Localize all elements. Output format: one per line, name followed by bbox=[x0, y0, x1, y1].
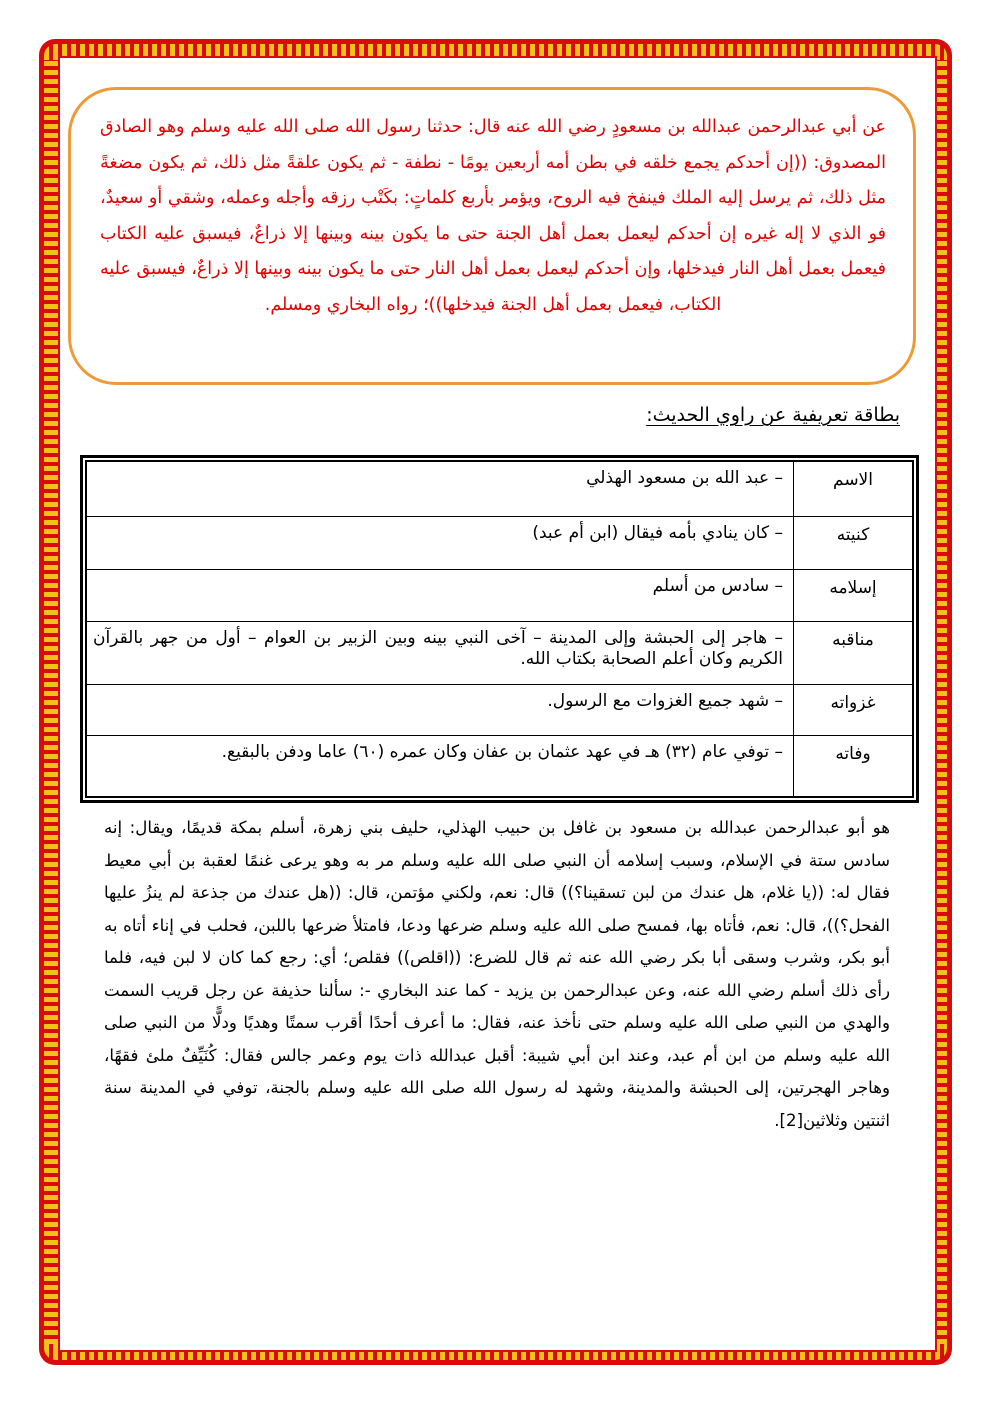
row-label-battles: غزواته bbox=[794, 685, 913, 736]
table-row bbox=[87, 517, 913, 570]
row-label-name: الاسم bbox=[794, 462, 913, 517]
row-value-death: – توفي عام (٣٢) هـ في عهد عثمان بن عفان وكان عمره (٦٠) عاما ودفن بالبقيع. bbox=[87, 736, 794, 797]
narrator-card-table bbox=[86, 461, 913, 797]
hadith-text: عن أبي عبدالرحمن عبدالله بن مسعودٍ رضي الله عنه قال: حدثنا رسول الله صلى الله عليه وسلم وهو الصادق المصدوق: ((إن أحدكم يجمع خلقه في بطن أمه أربعين يومًا - نطفة - ثم يكون علقةً مثل ذلك، ثم يكون مضغةً مثل ذلك، ثم يرسل إليه الملك فينفخ فيه الروح، ويؤمر بأربع كلماتٍ: بكَتْب رزقه وأجله وعمله، وشقي أو سعيدٌ، فو الذي لا إله غيره إن أحدكم ليعمل بعمل أهل الجنة حتى ما يكون بينه وبينها إلا ذراعٌ، فيسبق عليه الكتاب فيعمل بعمل أهل النار فيدخلها، وإن أحدكم ليعمل بعمل أهل النار حتى ما يكون بينه وبينها إلا ذراعٌ، فيسبق عليه الكتاب، فيعمل بعمل أهل الجنة فيدخلها))؛ رواه البخاري ومسلم. bbox=[100, 117, 886, 315]
table-row bbox=[87, 685, 913, 736]
row-label-virtues: مناقبه bbox=[794, 622, 913, 685]
table-row bbox=[87, 622, 913, 685]
row-value-name: – عبد الله بن مسعود الهذلي bbox=[87, 462, 794, 517]
row-value-islam: – سادس من أسلم bbox=[87, 570, 794, 622]
row-label-islam: إسلامه bbox=[794, 570, 913, 622]
table-row bbox=[87, 462, 913, 517]
table-row bbox=[87, 736, 913, 797]
row-label-death: وفاته bbox=[794, 736, 913, 797]
row-value-kunya: – كان ينادي بأمه فيقال (ابن أم عبد) bbox=[87, 517, 794, 570]
row-value-virtues: – هاجر إلى الحبشة وإلى المدينة – آخى النبي بينه وبين الزبير بن العوام – أول من جهر بالقرآن الكريم وكان أعلم الصحابة بكتاب الله. bbox=[87, 622, 794, 685]
table-row bbox=[87, 570, 913, 622]
row-value-battles: – شهد جميع الغزوات مع الرسول. bbox=[87, 685, 794, 736]
biography-text: هو أبو عبدالرحمن عبدالله بن مسعود بن غافل بن حبيب الهذلي، حليف بني زهرة، أسلم بمكة قديمًا، ويقال: إنه سادس ستة في الإسلام، وسبب إسلامه أن النبي صلى الله عليه وسلم مر به وهو يرعى غنمًا لعقبة بن أبي معيط فقال له: ((يا غلام، هل عندك من لبن تسقينا؟)) قال: نعم، ولكني مؤتمن، قال: ((هل عندك من جذعة لم ينزُ عليها الفحل؟))، قال: نعم، فأتاه بها، فمسح صلى الله عليه وسلم ضرعها ودعا، فامتلأ ضرعها باللبن، فحلب في إناء أتاه به أبو بكر، وشرب وسقى أبا بكر رضي الله عنه ثم قال للضرع: ((اقلص)) فقلص؛ أي: رجع كما كان لا لبن فيه، فلما رأى ذلك أسلم رضي الله عنه، وعن عبدالرحمن بن يزيد - كما عند البخاري -: سألنا حذيفة عن رجل قريب السمت والهدي من النبي صلى الله عليه وسلم حتى نأخذ عنه، فقال: ما أعرف أحدًا أقرب سمتًا وهديًا ودلًّا من النبي صلى الله عليه وسلم من ابن أم عبد، وعند ابن أبي شيبة: أقبل عبدالله ذات يوم وعمر جالس فقال: كُنَيِّفٌ ملئ فقهًا، وهاجر الهجرتين، إلى الحبشة والمدينة، وشهد له رسول الله صلى الله عليه وسلم بالجنة، توفي في المدينة سنة اثنتين وثلاثين[2]. bbox=[104, 818, 890, 1130]
card-title: بطاقة تعريفية عن راوي الحديث: bbox=[646, 404, 900, 426]
row-label-kunya: كنيته bbox=[794, 517, 913, 570]
